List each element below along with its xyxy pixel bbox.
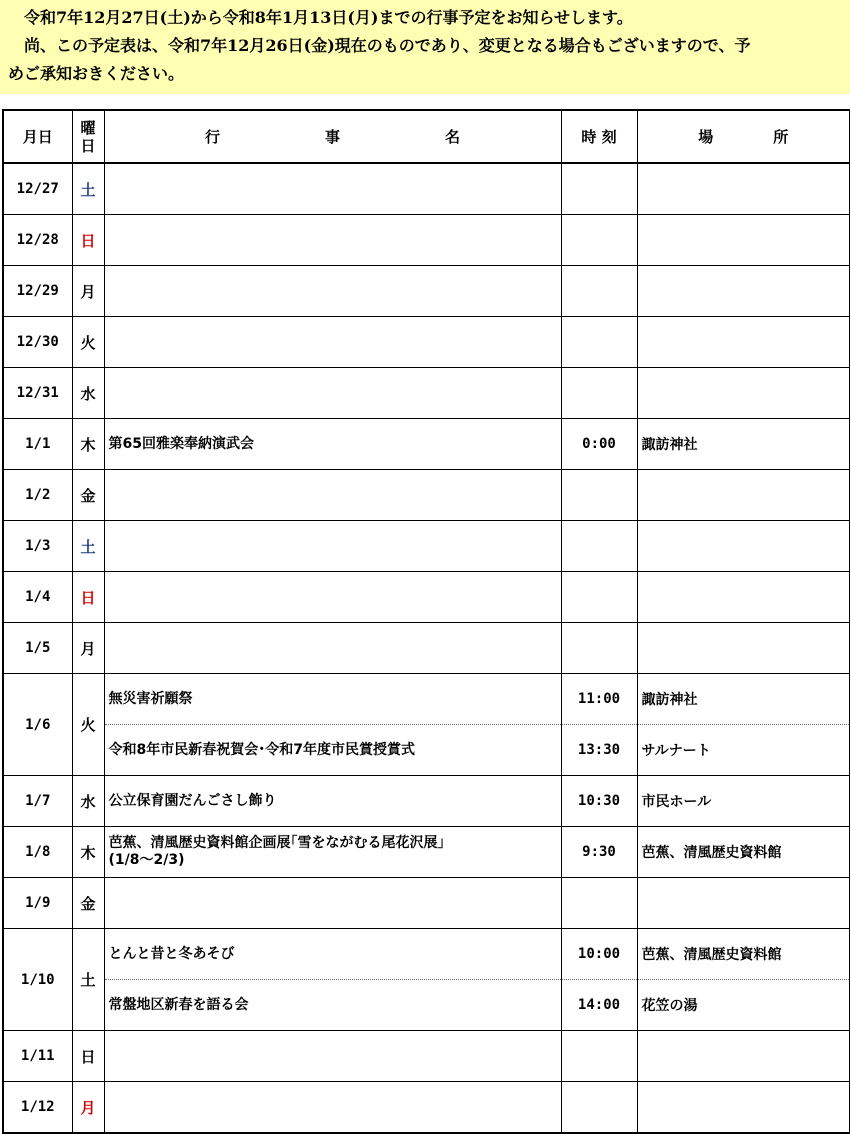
table-row [3, 878, 850, 929]
row-date: 1/6 [3, 674, 72, 776]
row-day-of-week: 月 [72, 623, 104, 674]
row-date: 12/29 [3, 266, 72, 317]
event-name-text: 常盤地区新春を語る会 [108, 996, 249, 1013]
table-row [3, 419, 850, 470]
row-date: 1/2 [3, 470, 72, 521]
row-event-name [104, 878, 561, 929]
row-time: 9:30 [561, 827, 637, 878]
row-date: 1/3 [3, 521, 72, 572]
row-time [561, 623, 637, 674]
table-row [3, 1082, 850, 1134]
table-row [3, 521, 850, 572]
event-name-text: 公立保育園だんごさし飾り [108, 792, 277, 809]
row-date: 1/9 [3, 878, 72, 929]
row-date: 1/4 [3, 572, 72, 623]
event-name-text: 無災害祈願祭 [108, 690, 193, 707]
row-event-name [104, 470, 561, 521]
row-day-of-week: 火 [72, 674, 104, 776]
header-place: 場 所 [637, 110, 850, 163]
row-place [637, 1031, 850, 1082]
table-row [3, 827, 850, 878]
row-date: 12/28 [3, 215, 72, 266]
row-date: 1/1 [3, 419, 72, 470]
row-place [637, 368, 850, 419]
row-place [637, 266, 850, 317]
row-event-name [104, 929, 561, 980]
row-time: 10:00 [561, 929, 637, 980]
header-row [3, 110, 850, 163]
header-dow [72, 110, 104, 163]
row-event-name [104, 419, 561, 470]
row-time [561, 1031, 637, 1082]
table-row [3, 317, 850, 368]
row-place [637, 521, 850, 572]
row-time [561, 1082, 637, 1134]
header-time: 時 刻 [561, 110, 637, 163]
row-place: 諏訪神社 [637, 419, 850, 470]
row-day-of-week: 水 [72, 368, 104, 419]
row-event-name [104, 572, 561, 623]
event-name-text: とんと昔と冬あそび [108, 945, 235, 962]
row-event-name [104, 368, 561, 419]
notice-banner [0, 0, 850, 94]
table-row [3, 623, 850, 674]
row-time [561, 572, 637, 623]
row-date: 12/27 [3, 163, 72, 215]
row-time: 11:00 [561, 674, 637, 725]
row-event-name [104, 317, 561, 368]
row-day-of-week: 土 [72, 929, 104, 1031]
event-name-text: 令和8年市民新春祝賀会･令和7年度市民賞授賞式 [108, 741, 415, 758]
table-row [3, 215, 850, 266]
notice-line-1: 令和7年12月27日(土)から令和8年1月13日(月)までの行事予定をお知らせします。 [24, 8, 633, 27]
event-period-text: (1/8～2/3) [108, 852, 185, 868]
row-day-of-week: 土 [72, 163, 104, 215]
table-row [3, 572, 850, 623]
row-event-name [104, 623, 561, 674]
row-event-name [104, 1082, 561, 1134]
row-time: 14:00 [561, 980, 637, 1031]
table-row [3, 163, 850, 215]
row-time: 10:30 [561, 776, 637, 827]
table-row [3, 368, 850, 419]
row-time: 13:30 [561, 725, 637, 776]
row-place [637, 470, 850, 521]
row-place [637, 215, 850, 266]
row-date: 1/10 [3, 929, 72, 1031]
event-name-text: 芭蕉、清風歴史資料館企画展｢雪をながむる尾花沢展｣ [108, 835, 445, 851]
table-row [3, 776, 850, 827]
row-place [637, 878, 850, 929]
row-place [637, 317, 850, 368]
table-row [3, 725, 850, 776]
schedule-table [2, 109, 850, 1134]
row-time [561, 215, 637, 266]
row-event-name [104, 980, 561, 1031]
row-day-of-week: 木 [72, 419, 104, 470]
row-place: 芭蕉、清風歴史資料館 [637, 929, 850, 980]
row-event-name [104, 1031, 561, 1082]
row-place: 芭蕉、清風歴史資料館 [637, 827, 850, 878]
header-dow-2: 日 [80, 136, 96, 155]
row-day-of-week: 日 [72, 1031, 104, 1082]
notice-line-2: 尚、この予定表は、令和7年12月26日(金)現在のものであり、変更となる場合もございますので、予 [24, 36, 751, 55]
row-event-name [104, 163, 561, 215]
table-row [3, 266, 850, 317]
row-event-name [104, 725, 561, 776]
row-time: 0:00 [561, 419, 637, 470]
row-day-of-week: 火 [72, 317, 104, 368]
row-place: 花笠の湯 [637, 980, 850, 1031]
row-day-of-week: 水 [72, 776, 104, 827]
row-day-of-week: 金 [72, 470, 104, 521]
row-date: 1/5 [3, 623, 72, 674]
row-date: 12/30 [3, 317, 72, 368]
header-event: 行 事 名 [104, 110, 561, 163]
row-date: 1/12 [3, 1082, 72, 1134]
row-time [561, 163, 637, 215]
row-day-of-week: 月 [72, 266, 104, 317]
table-row [3, 980, 850, 1031]
row-day-of-week: 月 [72, 1082, 104, 1134]
row-place [637, 163, 850, 215]
event-name-text: 第65回雅楽奉納演武会 [108, 435, 254, 452]
row-place: 市民ホール [637, 776, 850, 827]
row-date: 1/8 [3, 827, 72, 878]
row-time [561, 521, 637, 572]
row-place [637, 1082, 850, 1134]
header-dow-1: 曜 [80, 118, 96, 137]
row-place [637, 572, 850, 623]
table-row [3, 674, 850, 725]
row-event-name [104, 776, 561, 827]
table-row [3, 470, 850, 521]
row-event-name [104, 827, 561, 878]
row-time [561, 317, 637, 368]
row-time [561, 878, 637, 929]
row-time [561, 266, 637, 317]
row-day-of-week: 日 [72, 572, 104, 623]
table-row [3, 929, 850, 980]
row-date: 1/7 [3, 776, 72, 827]
row-date: 1/11 [3, 1031, 72, 1082]
notice-line-3: めご承知おきください。 [8, 64, 185, 83]
row-place: 諏訪神社 [637, 674, 850, 725]
row-day-of-week: 日 [72, 215, 104, 266]
row-event-name [104, 266, 561, 317]
row-date: 12/31 [3, 368, 72, 419]
row-event-name [104, 215, 561, 266]
row-event-name [104, 674, 561, 725]
row-day-of-week: 土 [72, 521, 104, 572]
row-place [637, 623, 850, 674]
table-row [3, 1031, 850, 1082]
row-day-of-week: 木 [72, 827, 104, 878]
row-time [561, 368, 637, 419]
row-time [561, 470, 637, 521]
row-day-of-week: 金 [72, 878, 104, 929]
header-date: 月日 [3, 110, 72, 163]
row-place: サルナート [637, 725, 850, 776]
row-event-name [104, 521, 561, 572]
